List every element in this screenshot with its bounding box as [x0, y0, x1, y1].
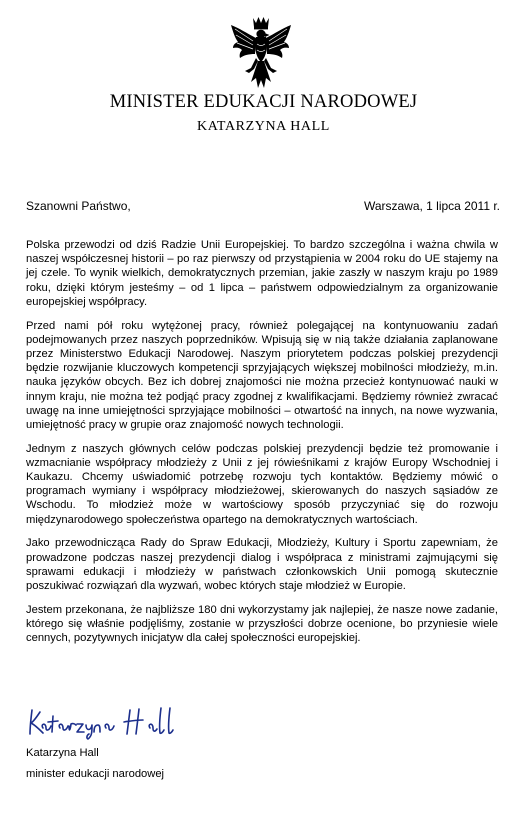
signer-name: Katarzyna Hall: [26, 747, 99, 759]
body-paragraph: Jestem przekonana, że najbliższe 180 dni wykorzystamy jak najlepiej, że nasze nowe zadanie, którego się właśnie podjęliśmy, zostanie w przyszłości dobrze ocenione, bo przyniesie wiele cennych, pozytywnych inicjatyw dla całej społeczności europejskiej.: [26, 603, 498, 645]
letterhead-person: KATARZYNA HALL: [197, 119, 330, 134]
body-paragraph: Jako przewodnicząca Rady do Spraw Edukacji, Młodzieży, Kultury i Sportu zapewniam, że prowadzone podczas naszej prezydencji dialog i współpraca z ministrami zajmującymi się sprawami edukacji i młodzieży w państwach członkowskich Unii pomogą skutecznie poszukiwać rozwiązań dla wyzwań, wobec których staje młodzież w Europie.: [26, 537, 498, 592]
letter-body: [26, 238, 498, 655]
polish-eagle-emblem-icon: [229, 14, 293, 92]
handwritten-signature: [26, 704, 186, 740]
body-paragraph: Jednym z naszych głównych celów podczas polskiej prezydencji będzie też promowanie i wzmacnianie współpracy młodzieży z Unii z jej rówieśnikami z krajów Europy Wschodniej i Kaukazu. Chcemy uświadomić potrzebę rozwoju tych kontaktów. Będziemy mówić o programach wymiany i współpracy młodzieżowej, skierowanych do naszych sąsiadów ze Wschodu. To młodzież może w wartościowy sposób przyczyniać się do rozwoju międzynarodowego społeczeństwa opartego na demokratycznych wartościach.: [26, 442, 498, 526]
body-paragraph: Polska przewodzi od dziś Radzie Unii Europejskiej. To bardzo szczególna i ważna chwila w naszej współczesnej historii – po raz pierwszy od przystąpienia w 2004 roku do UE stajemy na jej czele. To wynik wielkich, demokratycznych przemian, jakie zaszły w naszym kraju po 1989 roku, dzięki którym jesteśmy – od 1 lipca – państwem odpowiedzialnym za organizowanie europejskiej współpracy.: [26, 239, 498, 308]
body-paragraph: Przed nami pół roku wytężonej pracy, również polegającej na kontynuowaniu zadań podejmowanych przez naszych poprzedników. Wpisują się w nią także działania zaplanowane przez Ministerstwo Edukacji Narodowej. Naszym priorytetem podczas polskiej prezydencji będzie rozwijanie kluczowych kompetencji sprzyjających większej mobilności młodzieży, m.in. nauka języków obcych. Bez ich dobrej znajomości nie można przecież kontynuować nauki w innym kraju, nie można też podjąć pracy zgodnej z kwalifikacjami. Będziemy również zwracać uwagę na inne umiejętności sprzyjające mobilności – otwartość na innych, na nowe wyzwania, umiejętność pracy w grupie oraz znajomość nowych technologii.: [26, 319, 498, 431]
letterhead-organization: MINISTER EDUKACJI NARODOWEJ: [109, 92, 418, 112]
signer-title: minister edukacji narodowej: [26, 768, 165, 780]
place-and-date: Warszawa, 1 lipca 2011 r.: [363, 199, 500, 213]
salutation: Szanowni Państwo,: [26, 199, 131, 213]
